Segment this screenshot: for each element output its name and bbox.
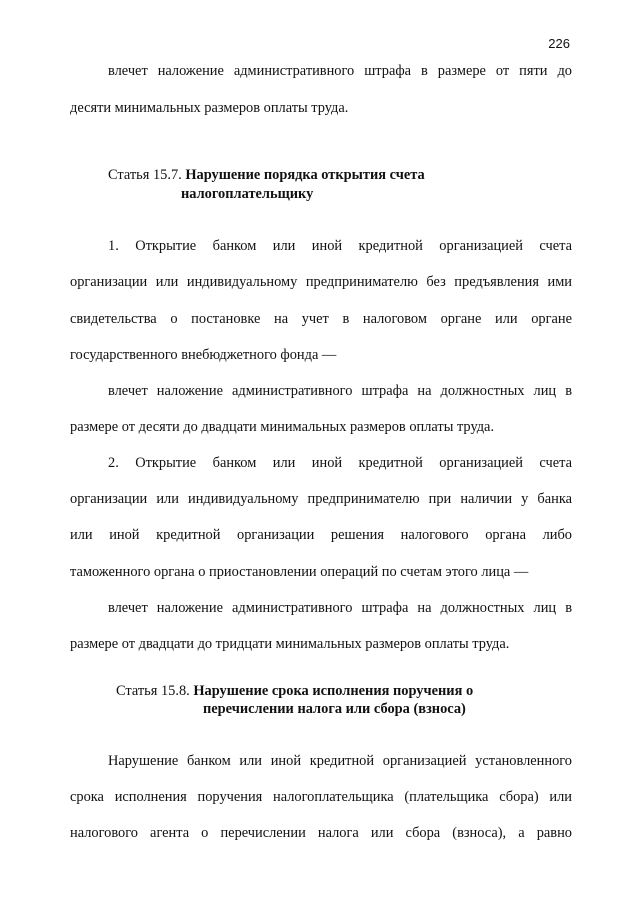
article-title-continuation: [181, 185, 313, 203]
article-title-line2: перечислении налога или сбора (взноса): [203, 701, 466, 717]
paragraph-line: размере от двадцати до тридцати минимальных размеров оплаты труда.: [70, 636, 510, 652]
paragraph-line: или иной кредитной организации решения налогового органа либо: [70, 527, 572, 543]
article-heading: [116, 682, 473, 700]
paragraph-line: 1. Открытие банком или иной кредитной организацией счета: [108, 238, 572, 254]
paragraph-line: организации или индивидуальному предпринимателю при наличии у банка: [70, 491, 572, 507]
paragraph-line: налогового агента о перечислении налога или сбора (взноса), а равно: [70, 825, 572, 841]
paragraph-line: организации или индивидуальному предпринимателю без предъявления ими: [70, 274, 572, 290]
paragraph-line: таможенного органа о приостановлении операций по счетам этого лица —: [70, 564, 529, 580]
article-title: Нарушение порядка открытия счета: [185, 167, 425, 183]
paragraph-line: влечет наложение административного штрафа в размере от пяти до: [108, 63, 572, 79]
article-number: Статья 15.8.: [116, 683, 190, 699]
article-title-line2: налогоплательщику: [181, 186, 314, 202]
paragraph-line: государственного внебюджетного фонда —: [70, 347, 337, 363]
paragraph-line: влечет наложение административного штрафа на должностных лиц в: [108, 383, 572, 399]
article-title: Нарушение срока исполнения поручения о: [193, 683, 474, 699]
paragraph-line: Нарушение банком или иной кредитной организацией установленного: [108, 753, 572, 769]
paragraph-line: свидетельства о постановке на учет в налоговом органе или органе: [70, 311, 572, 327]
paragraph-line: срока исполнения поручения налогоплательщика (плательщика сбора) или: [70, 789, 572, 805]
paragraph-line: размере от десяти до двадцати минимальных размеров оплаты труда.: [70, 419, 495, 435]
paragraph-line: 2. Открытие банком или иной кредитной организацией счета: [108, 455, 572, 471]
paragraph-line: влечет наложение административного штрафа на должностных лиц в: [108, 600, 572, 616]
paragraph-line: десяти минимальных размеров оплаты труда.: [70, 100, 349, 116]
page-number: 226: [548, 36, 570, 51]
article-heading: [108, 166, 425, 184]
article-title-continuation: [203, 700, 466, 718]
article-number: Статья 15.7.: [108, 167, 182, 183]
